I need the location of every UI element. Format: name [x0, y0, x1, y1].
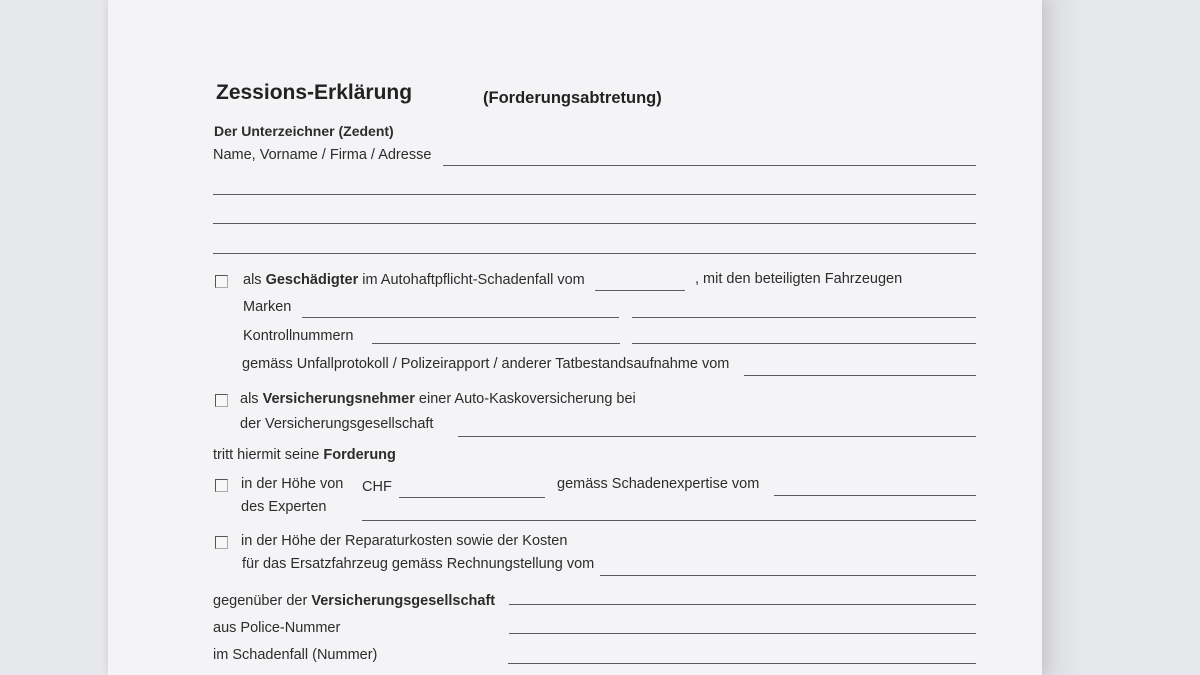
opt1-after-date: , mit den beteiligten Fahrzeugen [695, 271, 903, 287]
name-line-1[interactable] [443, 165, 976, 166]
protokoll-label: gemäss Unfallprotokoll / Polizeirapport / anderer Tatbestandsaufnahme vom [242, 356, 730, 372]
form-subtitle: (Forderungsabtretung) [483, 89, 662, 107]
amount-line[interactable] [399, 497, 545, 498]
reparatur-line1: in der Höhe der Reparaturkosten sowie der Kosten [241, 533, 568, 549]
name-line-3[interactable] [213, 223, 976, 224]
paper-shadow [1042, 0, 1082, 675]
marken-line-1[interactable] [302, 317, 619, 318]
hoehe-label: in der Höhe von [241, 476, 344, 492]
experten-label: des Experten [241, 499, 327, 515]
versicherung-line[interactable] [509, 604, 976, 605]
checkbox-versicherungsnehmer[interactable] [215, 394, 228, 407]
schadenfall-label: im Schadenfall (Nummer) [213, 647, 378, 663]
opt1-text: als Geschädigter im Autohaftpflicht-Schadenfall vom [243, 272, 585, 288]
currency-label: CHF [362, 479, 392, 495]
police-line[interactable] [509, 633, 976, 634]
marken-line-2[interactable] [632, 317, 976, 318]
protokoll-date-line[interactable] [744, 375, 976, 376]
expertise-date-line[interactable] [774, 495, 976, 496]
name-label: Name, Vorname / Firma / Adresse [213, 147, 432, 163]
signer-heading: Der Unterzeichner (Zedent) [214, 123, 394, 139]
checkbox-geschaedigter[interactable] [215, 275, 228, 288]
kontroll-label: Kontrollnummern [243, 328, 354, 344]
opt2-text: als Versicherungsnehmer einer Auto-Kaskoversicherung bei [240, 391, 636, 407]
reparatur-line2: für das Ersatzfahrzeug gemäss Rechnungstellung vom [242, 556, 595, 572]
expertise-label: gemäss Schadenexpertise vom [557, 476, 760, 492]
name-line-2[interactable] [213, 194, 976, 195]
gesellschaft-line[interactable] [458, 436, 976, 437]
schadenfall-line[interactable] [508, 663, 976, 664]
name-line-4[interactable] [213, 253, 976, 254]
experten-line[interactable] [362, 520, 976, 521]
schadenfall-date-line[interactable] [595, 290, 685, 291]
forderung-text: tritt hiermit seine Forderung [213, 447, 396, 463]
checkbox-reparaturkosten[interactable] [215, 536, 228, 549]
rechnung-date-line[interactable] [600, 575, 976, 576]
form-title: Zessions-Erklärung [216, 81, 413, 104]
marken-label: Marken [243, 299, 292, 315]
gesellschaft-label: der Versicherungsgesellschaft [240, 416, 434, 432]
checkbox-hoehe-von[interactable] [215, 479, 228, 492]
police-label: aus Police-Nummer [213, 620, 341, 636]
kontroll-line-1[interactable] [372, 343, 620, 344]
kontroll-line-2[interactable] [632, 343, 976, 344]
versicherung-text: gegenüber der Versicherungsgesellschaft [213, 593, 496, 609]
